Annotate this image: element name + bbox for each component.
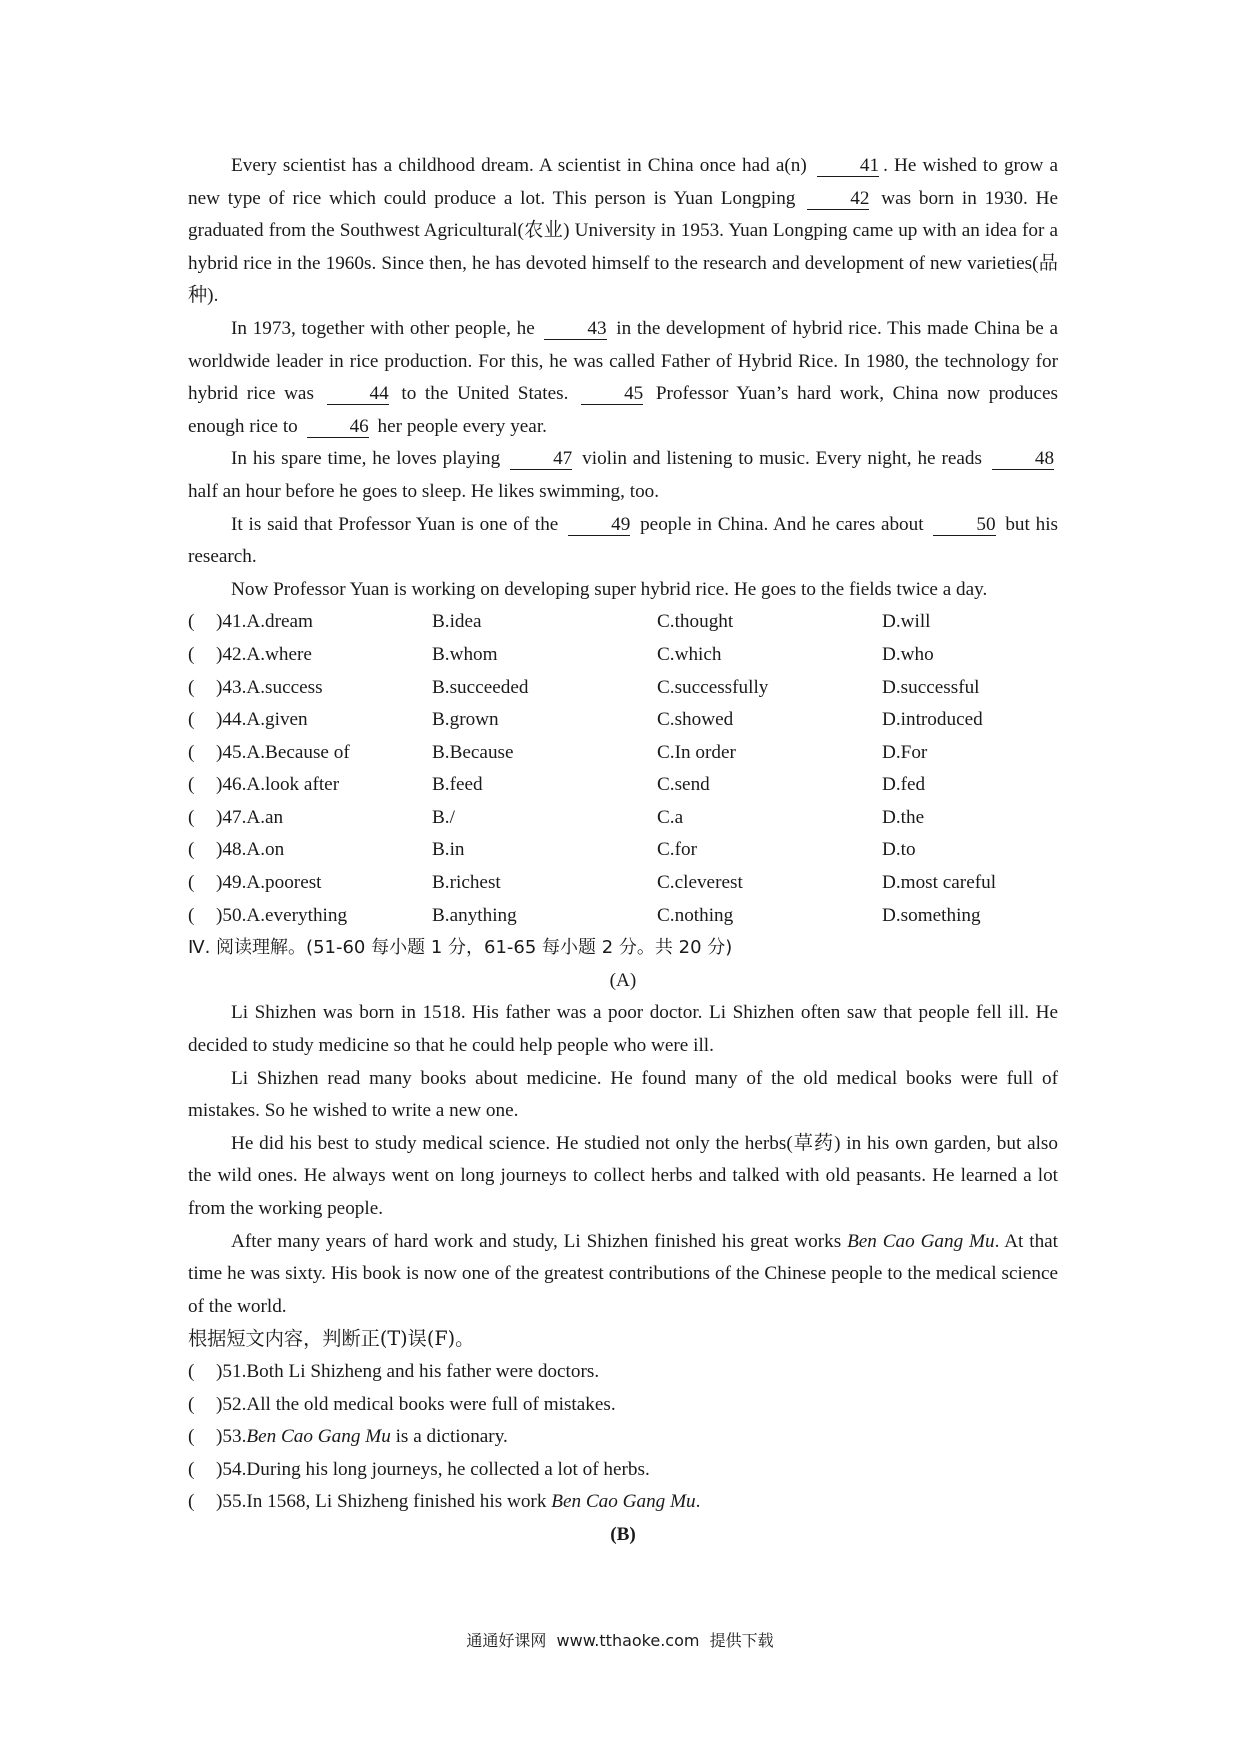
option-c: C.showed [657,709,734,731]
option-row-41 [188,606,1058,639]
question-text: )52.All the old medical books were full of mistakes. [216,1393,616,1415]
text: in the development of hybrid rice. This made China be a worldwide leader in rice production. For this, he was called Father of Hybrid Rice. In 1980, the technology for hybrid rice was [188,317,1059,405]
blank-42: 42 [807,189,869,210]
option-row-43 [188,672,1058,705]
text: but his research. [188,513,1059,568]
option-c: C.a [657,806,684,828]
option-c: C.which [657,643,722,665]
book-title: Ben Cao Gang Mu [551,1491,696,1513]
option-c: C.nothing [657,904,734,926]
option-a: )50.A.everything [216,904,348,926]
text: Every scientist has a childhood dream. A scientist in China once had a(n) [231,155,807,176]
text: to the United States. [401,383,569,405]
cloze-paragraph-3 [188,443,1058,508]
text: . [695,1491,701,1513]
text: After many years of hard work and study, Li Shizhen finished his great works [231,1230,842,1252]
option-d: D.to [882,839,916,861]
text: half an hour before he goes to sleep. He likes swimming, too. [188,480,660,502]
cloze-paragraph-1 [188,150,1058,313]
answer-paren[interactable]: ( [188,839,195,861]
answer-paren[interactable]: ( [188,709,195,731]
option-b: B./ [432,806,455,828]
blank-41: 41 [817,156,879,177]
blank-45: 45 [581,384,643,405]
book-title: Ben Cao Gang Mu [847,1230,995,1252]
cloze-paragraph-5: Now Professor Yuan is working on developing super hybrid rice. He goes to the fields twice a day. [231,578,988,600]
option-row-45 [188,737,1058,770]
answer-paren[interactable]: ( [188,1426,195,1448]
cloze-paragraph-2 [188,313,1058,443]
text: )55.In 1568, Li Shizheng finished his work [216,1491,552,1513]
answer-paren[interactable]: ( [188,643,195,665]
option-a: )43.A.success [216,676,323,698]
option-b: B.idea [432,611,482,633]
option-c: C.cleverest [657,872,743,894]
answer-paren[interactable]: ( [188,1360,195,1382]
passage-a-paragraph-4 [188,1226,1058,1324]
option-a: )48.A.on [216,839,285,861]
question-text [216,1486,700,1519]
tf-question-52 [188,1389,1058,1422]
option-c: C.successfully [657,676,769,698]
option-d: D.who [882,643,934,665]
option-a: )45.A.Because of [216,741,350,763]
option-d: D.successful [882,676,980,698]
option-b: B.anything [432,904,517,926]
blank-44: 44 [327,384,389,405]
option-b: B.grown [432,709,499,731]
tf-question-53 [188,1421,1058,1454]
blank-43: 43 [544,319,606,340]
option-row-44 [188,704,1058,737]
text: violin and listening to music. Every night, he reads [582,448,982,470]
question-text: )51.Both Li Shizheng and his father were doctors. [216,1360,600,1382]
text: is a dictionary. [390,1426,508,1448]
answer-paren[interactable]: ( [188,806,195,828]
option-a: )42.A.where [216,643,312,665]
text: Professor Yuan’s hard work, China now produces enough rice to [188,383,1059,437]
option-row-49 [188,867,1058,900]
footer-source: 通通好课网 www.tthaoke.com 提供下载 [466,1631,774,1650]
blank-46: 46 [307,417,369,438]
answer-paren[interactable]: ( [188,1491,195,1513]
option-b: B.succeeded [432,676,529,698]
option-row-50 [188,900,1058,933]
text: It is said that Professor Yuan is one of the [231,513,559,535]
document-page [188,150,1058,1552]
answer-paren[interactable]: ( [188,904,195,926]
answer-paren[interactable]: ( [188,611,195,633]
answer-paren[interactable]: ( [188,774,195,796]
text: In 1973, together with other people, he [231,317,535,339]
text: . He wished to grow a new type of rice which could produce a lot. This person is Yuan Longping [188,155,1059,209]
options-list [188,606,1058,932]
passage-a-paragraph-1: Li Shizhen was born in 1518. His father was a poor doctor. Li Shizhen often saw that people fell ill. He decided to study medicine so that he could help people who were ill. [188,1002,1058,1057]
passage-b-label: (B) [610,1523,636,1545]
option-row-47 [188,802,1058,835]
answer-paren[interactable]: ( [188,1393,195,1415]
option-d: D.most careful [882,872,997,894]
option-c: C.In order [657,741,736,763]
text: people in China. And he cares about [640,513,924,535]
text: her people every year. [377,415,547,437]
blank-49: 49 [568,515,630,536]
section-title-reading: Ⅳ. 阅读理解。(51-60 每小题 1 分，61-65 每小题 2 分。共 20 分) [188,937,733,959]
text: was born in 1930. He graduated from the Southwest Agricultural(农业) University in 1953. Yuan Longping came up with an idea for a hybrid rice in the 1960s. Since then, he has devoted himself to the research and development of new varieties(品种). [188,187,1059,307]
option-row-42 [188,639,1058,672]
passage-a-paragraph-2: Li Shizhen read many books about medicine. He found many of the old medical books were full of mistakes. So he wished to write a new one. [188,1067,1058,1122]
tf-instruction: 根据短文内容，判断正(T)误(F)。 [188,1327,475,1351]
passage-a-label: (A) [609,969,637,991]
answer-paren[interactable]: ( [188,872,195,894]
option-b: B.whom [432,643,498,665]
option-d: D.fed [882,774,926,796]
option-d: D.For [882,741,928,763]
question-text [216,1421,508,1454]
option-c: C.thought [657,611,734,633]
answer-paren[interactable]: ( [188,676,195,698]
option-a: )41.A.dream [216,611,313,633]
tf-question-51 [188,1356,1058,1389]
option-c: C.send [657,774,710,796]
option-b: B.in [432,839,465,861]
answer-paren[interactable]: ( [188,741,195,763]
option-b: B.richest [432,872,501,894]
option-a: )49.A.poorest [216,872,322,894]
tf-question-54 [188,1454,1058,1487]
blank-48: 48 [992,449,1054,470]
answer-paren[interactable]: ( [188,1458,195,1480]
option-a: )46.A.look after [216,774,340,796]
option-a: )47.A.an [216,806,284,828]
tf-question-55 [188,1486,1058,1519]
option-row-48 [188,834,1058,867]
option-a: )44.A.given [216,709,308,731]
option-c: C.for [657,839,697,861]
option-row-46 [188,769,1058,802]
blank-50: 50 [933,515,995,536]
option-d: D.something [882,904,981,926]
book-title: Ben Cao Gang Mu [246,1426,391,1448]
cloze-paragraph-4 [188,509,1058,574]
text: . At that time he was sixty. His book is now one of the greatest contributions of the Chinese people to the medical science of the world. [188,1230,1059,1317]
text: )53. [216,1426,247,1448]
option-b: B.Because [432,741,514,763]
option-b: B.feed [432,774,483,796]
passage-a-paragraph-3: He did his best to study medical science. He studied not only the herbs(草药) in his own garden, but also the wild ones. He always went on long journeys to collect herbs and talked with old peasants. He learned a lot from the working people. [188,1132,1058,1219]
blank-47: 47 [510,449,572,470]
text: In his spare time, he loves playing [231,448,501,470]
option-d: D.introduced [882,709,983,731]
option-d: D.will [882,611,931,633]
question-text: )54.During his long journeys, he collected a lot of herbs. [216,1458,650,1480]
option-d: D.the [882,806,925,828]
